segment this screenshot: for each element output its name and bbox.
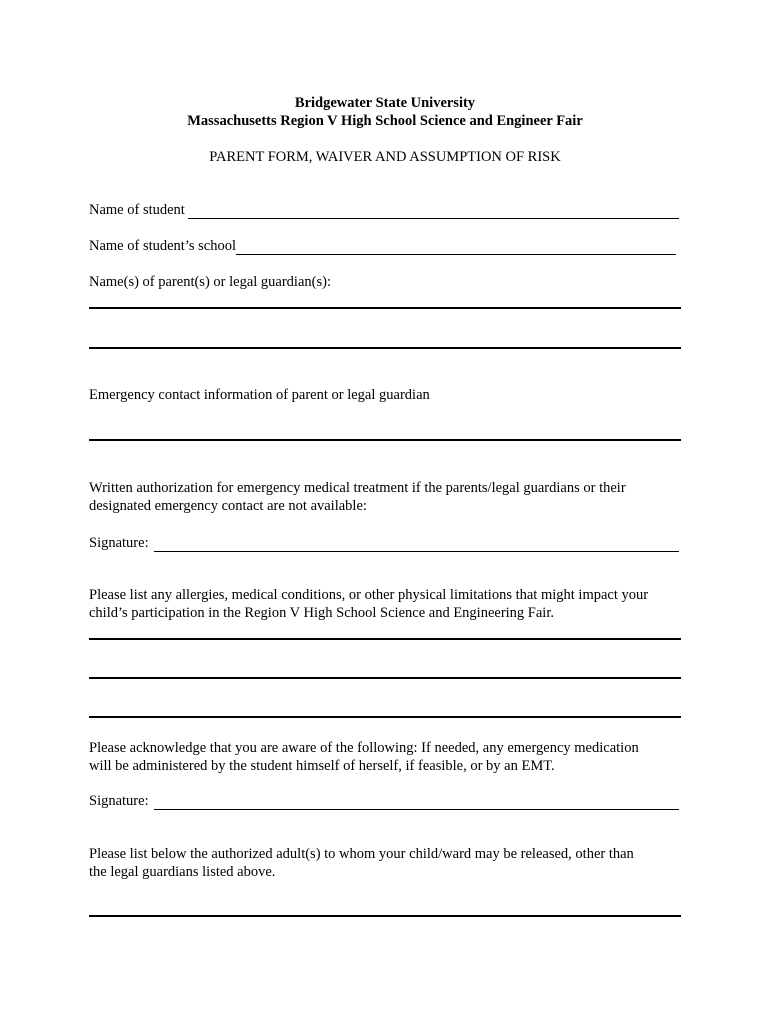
authorization-signature-field[interactable] xyxy=(89,534,679,552)
acknowledgement-signature-label: Signature: xyxy=(89,793,149,809)
acknowledgement-text-line-2: will be administered by the student himself of herself, if feasible, or by an EMT. xyxy=(89,758,555,774)
emergency-contact-line[interactable] xyxy=(89,439,681,441)
guardians-line-1[interactable] xyxy=(89,307,681,309)
guardians-line-2[interactable] xyxy=(89,347,681,349)
event-heading: Massachusetts Region V High School Science and Engineer Fair xyxy=(187,113,583,129)
release-adults-line[interactable] xyxy=(89,915,681,917)
authorization-signature-line[interactable] xyxy=(154,537,679,552)
student-school-field[interactable] xyxy=(89,237,676,255)
student-name-label: Name of student xyxy=(89,202,185,218)
allergies-line-3[interactable] xyxy=(89,716,681,718)
student-name-field[interactable] xyxy=(89,201,679,219)
student-name-line[interactable] xyxy=(188,204,679,219)
form-title: PARENT FORM, WAIVER AND ASSUMPTION OF RISK xyxy=(209,149,561,165)
allergies-text-line-1: Please list any allergies, medical conditions, or other physical limitations that might impact your xyxy=(89,587,649,603)
authorization-text-line-2: designated emergency contact are not available: xyxy=(89,498,367,514)
authorization-signature-label: Signature: xyxy=(89,535,149,551)
allergies-text-line-2: child’s participation in the Region V High School Science and Engineering Fair. xyxy=(89,605,554,621)
student-school-line[interactable] xyxy=(236,240,676,255)
allergies-line-1[interactable] xyxy=(89,638,681,640)
acknowledgement-signature-field[interactable] xyxy=(89,792,679,810)
release-text-line-2: the legal guardians listed above. xyxy=(89,864,276,880)
emergency-contact-label: Emergency contact information of parent or legal guardian xyxy=(89,387,430,403)
authorization-text-line-1: Written authorization for emergency medical treatment if the parents/legal guardians or their xyxy=(89,480,626,496)
guardians-label: Name(s) of parent(s) or legal guardian(s): xyxy=(89,274,331,290)
release-text-line-1: Please list below the authorized adult(s) to whom your child/ward may be released, other than xyxy=(89,846,634,862)
institution-heading: Bridgewater State University xyxy=(294,95,476,111)
allergies-line-2[interactable] xyxy=(89,677,681,679)
acknowledgement-signature-line[interactable] xyxy=(154,795,679,810)
acknowledgement-text-line-1: Please acknowledge that you are aware of the following: If needed, any emergency medication xyxy=(89,740,639,756)
student-school-label: Name of student’s school xyxy=(89,238,236,254)
